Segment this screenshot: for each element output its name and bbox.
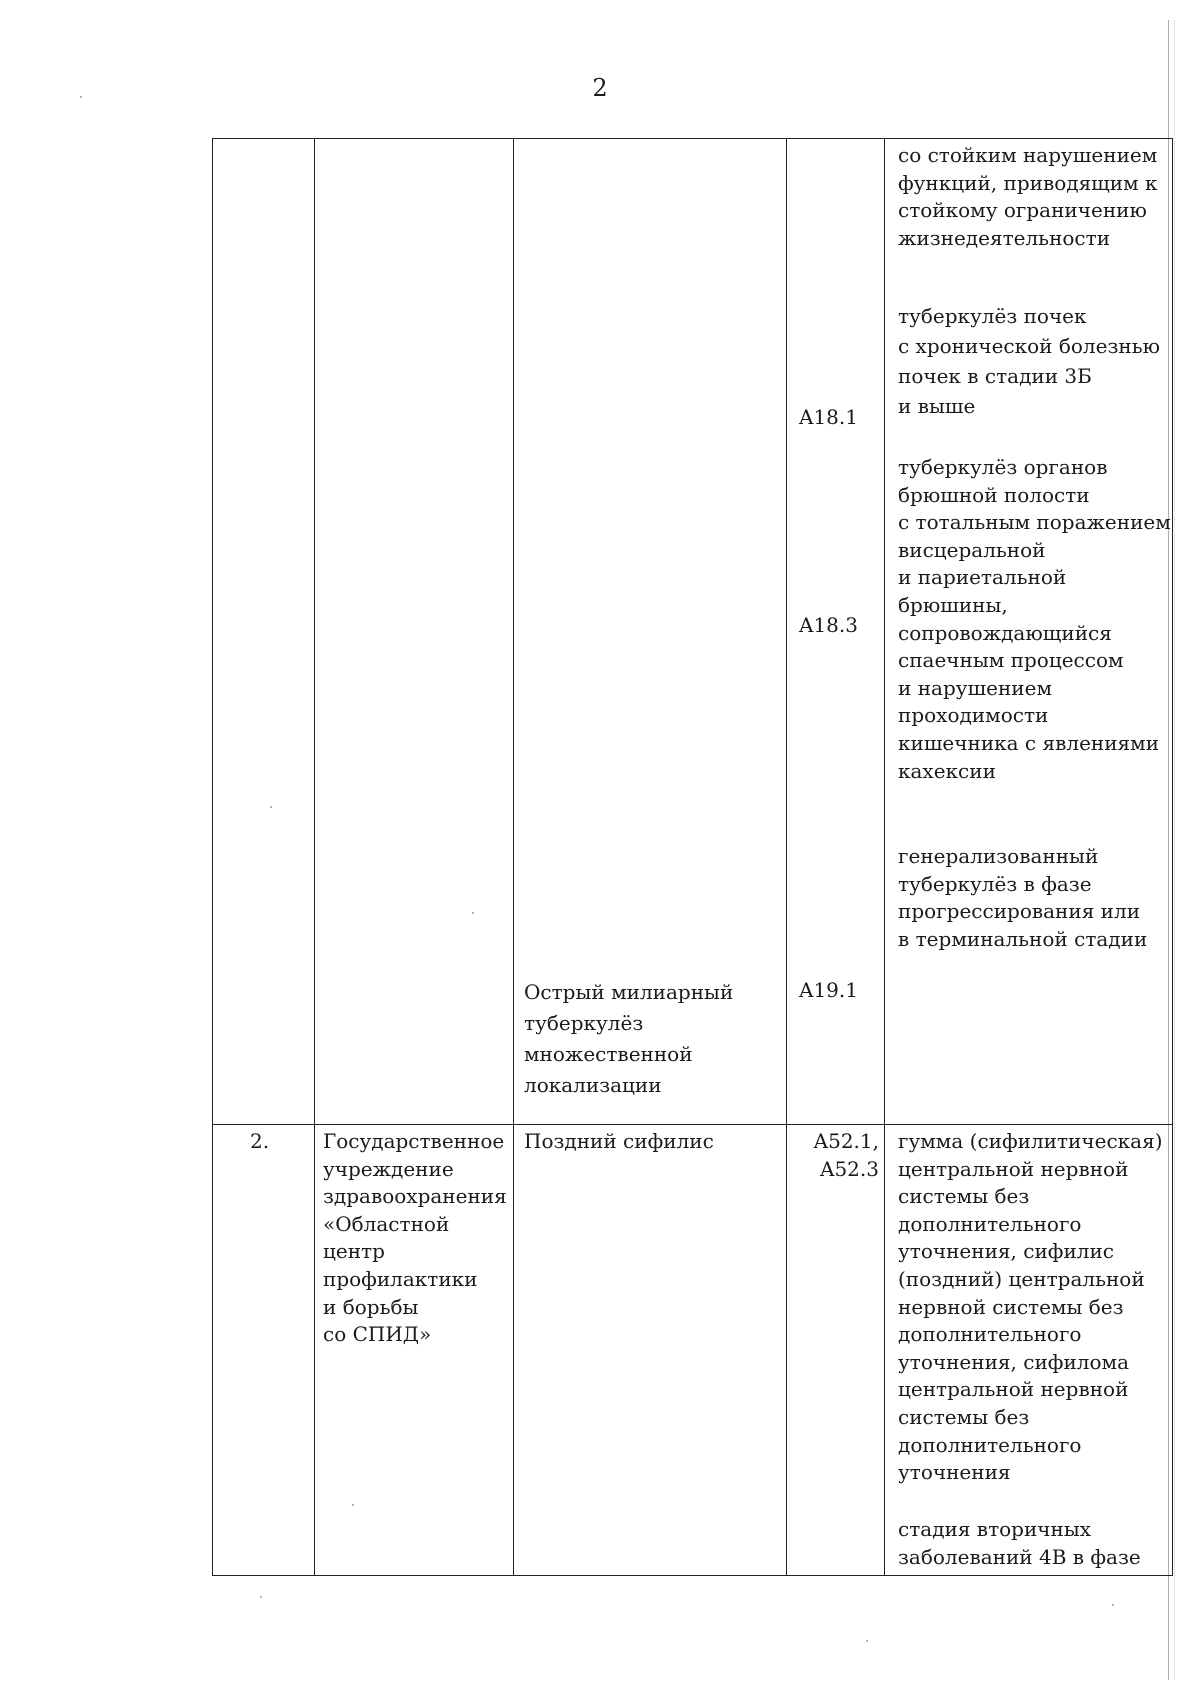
column-divider-3: [786, 138, 787, 1576]
scan-speck: [472, 912, 474, 914]
row1-complication-1: со стойким нарушением функций, приводящим к стойкому ограничению жизнедеятельности: [898, 143, 1158, 250]
row1-code-a18-3: A18.3: [799, 613, 858, 637]
column-divider-1: [314, 138, 315, 1576]
row-divider: [212, 1124, 1173, 1125]
column-divider-4: [884, 138, 885, 1576]
row2-codes: A52.1, A52.3: [813, 1129, 879, 1181]
row1-code-a19-1: A19.1: [799, 978, 858, 1002]
row2-disease: Поздний сифилис: [524, 1129, 714, 1153]
column-divider-2: [513, 138, 514, 1576]
page-number: 2: [592, 74, 608, 102]
scan-speck: [1112, 1604, 1114, 1606]
row1-complication-4: генерализованный туберкулёз в фазе прогрессирования или в терминальной стадии: [898, 844, 1148, 951]
row1-disease-miliary-tb: Острый милиарный туберкулёз множественной локализации: [524, 980, 734, 1097]
row2-number: 2.: [250, 1129, 270, 1153]
row1-complication-3: туберкулёз органов брюшной полости с тотальным поражением висцеральной и париетальной брюшины, сопровождающийся спаечным процессом и нарушением проходимости кишечника с явлениями кахексии: [898, 455, 1171, 783]
table-border-left: [212, 138, 213, 1576]
scan-speck: [80, 96, 82, 98]
row1-complication-2: туберкулёз почек с хронической болезнью почек в стадии 3Б и выше: [898, 304, 1160, 418]
scan-speck: [352, 1504, 354, 1506]
row1-code-a18-1: A18.1: [799, 405, 858, 429]
row2-institution: Государственное учреждение здравоохранения «Областной центр профилактики и борьбы со СПИД»: [323, 1129, 507, 1347]
row2-complication-2: стадия вторичных заболеваний 4В в фазе: [898, 1517, 1141, 1569]
table-border-top: [212, 138, 1173, 139]
scan-speck: [866, 1640, 868, 1642]
table-border-right: [1172, 138, 1173, 1576]
scan-speck: [260, 1596, 262, 1598]
row2-complication-1: гумма (сифилитическая) центральной нервной системы без дополнительного уточнения, сифилис (поздний) центральной нервной системы без дополнительного уточнения, сифилома центральной нервной системы без дополнительного уточнения: [898, 1129, 1163, 1485]
scan-speck: [270, 806, 272, 808]
scan-edge-line-dotted: [1174, 20, 1175, 1680]
table-border-bottom: [212, 1575, 1173, 1576]
document-table: [212, 138, 1173, 1576]
